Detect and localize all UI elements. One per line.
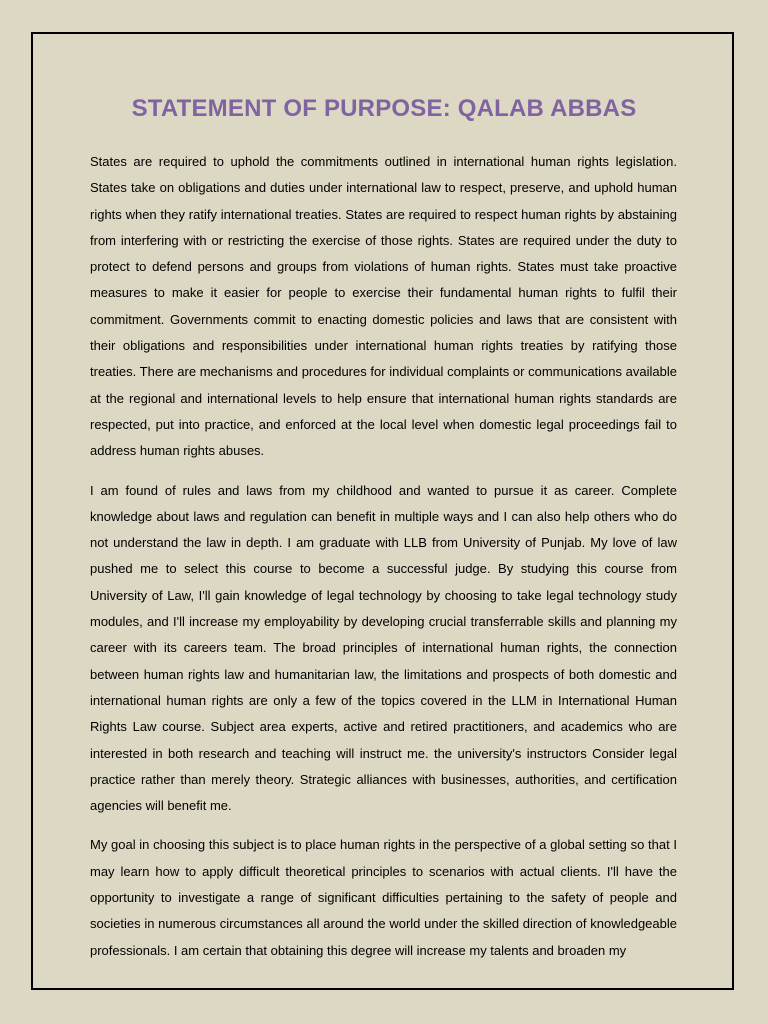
document-title: STATEMENT OF PURPOSE: QALAB ABBAS bbox=[131, 95, 637, 122]
document-body bbox=[90, 149, 677, 977]
paragraph: My goal in choosing this subject is to place human rights in the perspective of a global setting so that I may learn how to apply difficult theoretical principles to scenarios with actual clients. I'll have the opportunity to investigate a range of significant difficulties pertaining to the safety of people and societies in numerous circumstances all around the world under the skilled direction of knowledgeable professionals. I am certain that obtaining this degree will increase my talents and broaden my bbox=[90, 837, 677, 958]
paragraph: I am found of rules and laws from my childhood and wanted to pursue it as career. Complete knowledge about laws and regulation can benefit in multiple ways and I can also help others who do not understand the law in depth. I am graduate with LLB from University of Punjab. My love of law pushed me to select this course to become a successful judge. By studying this course from University of Law, I'll gain knowledge of legal technology by choosing to take legal technology study modules, and I'll increase my employability by developing crucial transferrable skills and planning my career with its careers team. The broad principles of international human rights, the connection between human rights law and humanitarian law, the limitations and prospects of both domestic and international human rights are only a few of the topics covered in the LLM in International Human Rights Law course. Subject area experts, active and retired practitioners, and academics who are interested in both research and teaching will instruct me. the university's instructors Consider legal practice rather than merely theory. Strategic alliances with businesses, authorities, and certification agencies will benefit me. bbox=[90, 482, 677, 814]
paragraph: States are required to uphold the commitments outlined in international human rights legislation. States take on obligations and duties under international law to respect, preserve, and uphold human rights when they ratify international treaties. States are required to respect human rights by abstaining from interfering with or restricting the exercise of those rights. States are required under the duty to protect to defend persons and groups from violations of human rights. States must take proactive measures to make it easier for people to exercise their fundamental human rights to fulfil their commitment. Governments commit to enacting domestic policies and laws that are consistent with their obligations and responsibilities under international human rights treaties by ratifying those treaties. There are mechanisms and procedures for individual complaints or communications available at the regional and international levels to help ensure that international human rights standards are respected, put into practice, and enforced at the local level when domestic legal proceedings fail to address human rights abuses. bbox=[90, 154, 677, 459]
